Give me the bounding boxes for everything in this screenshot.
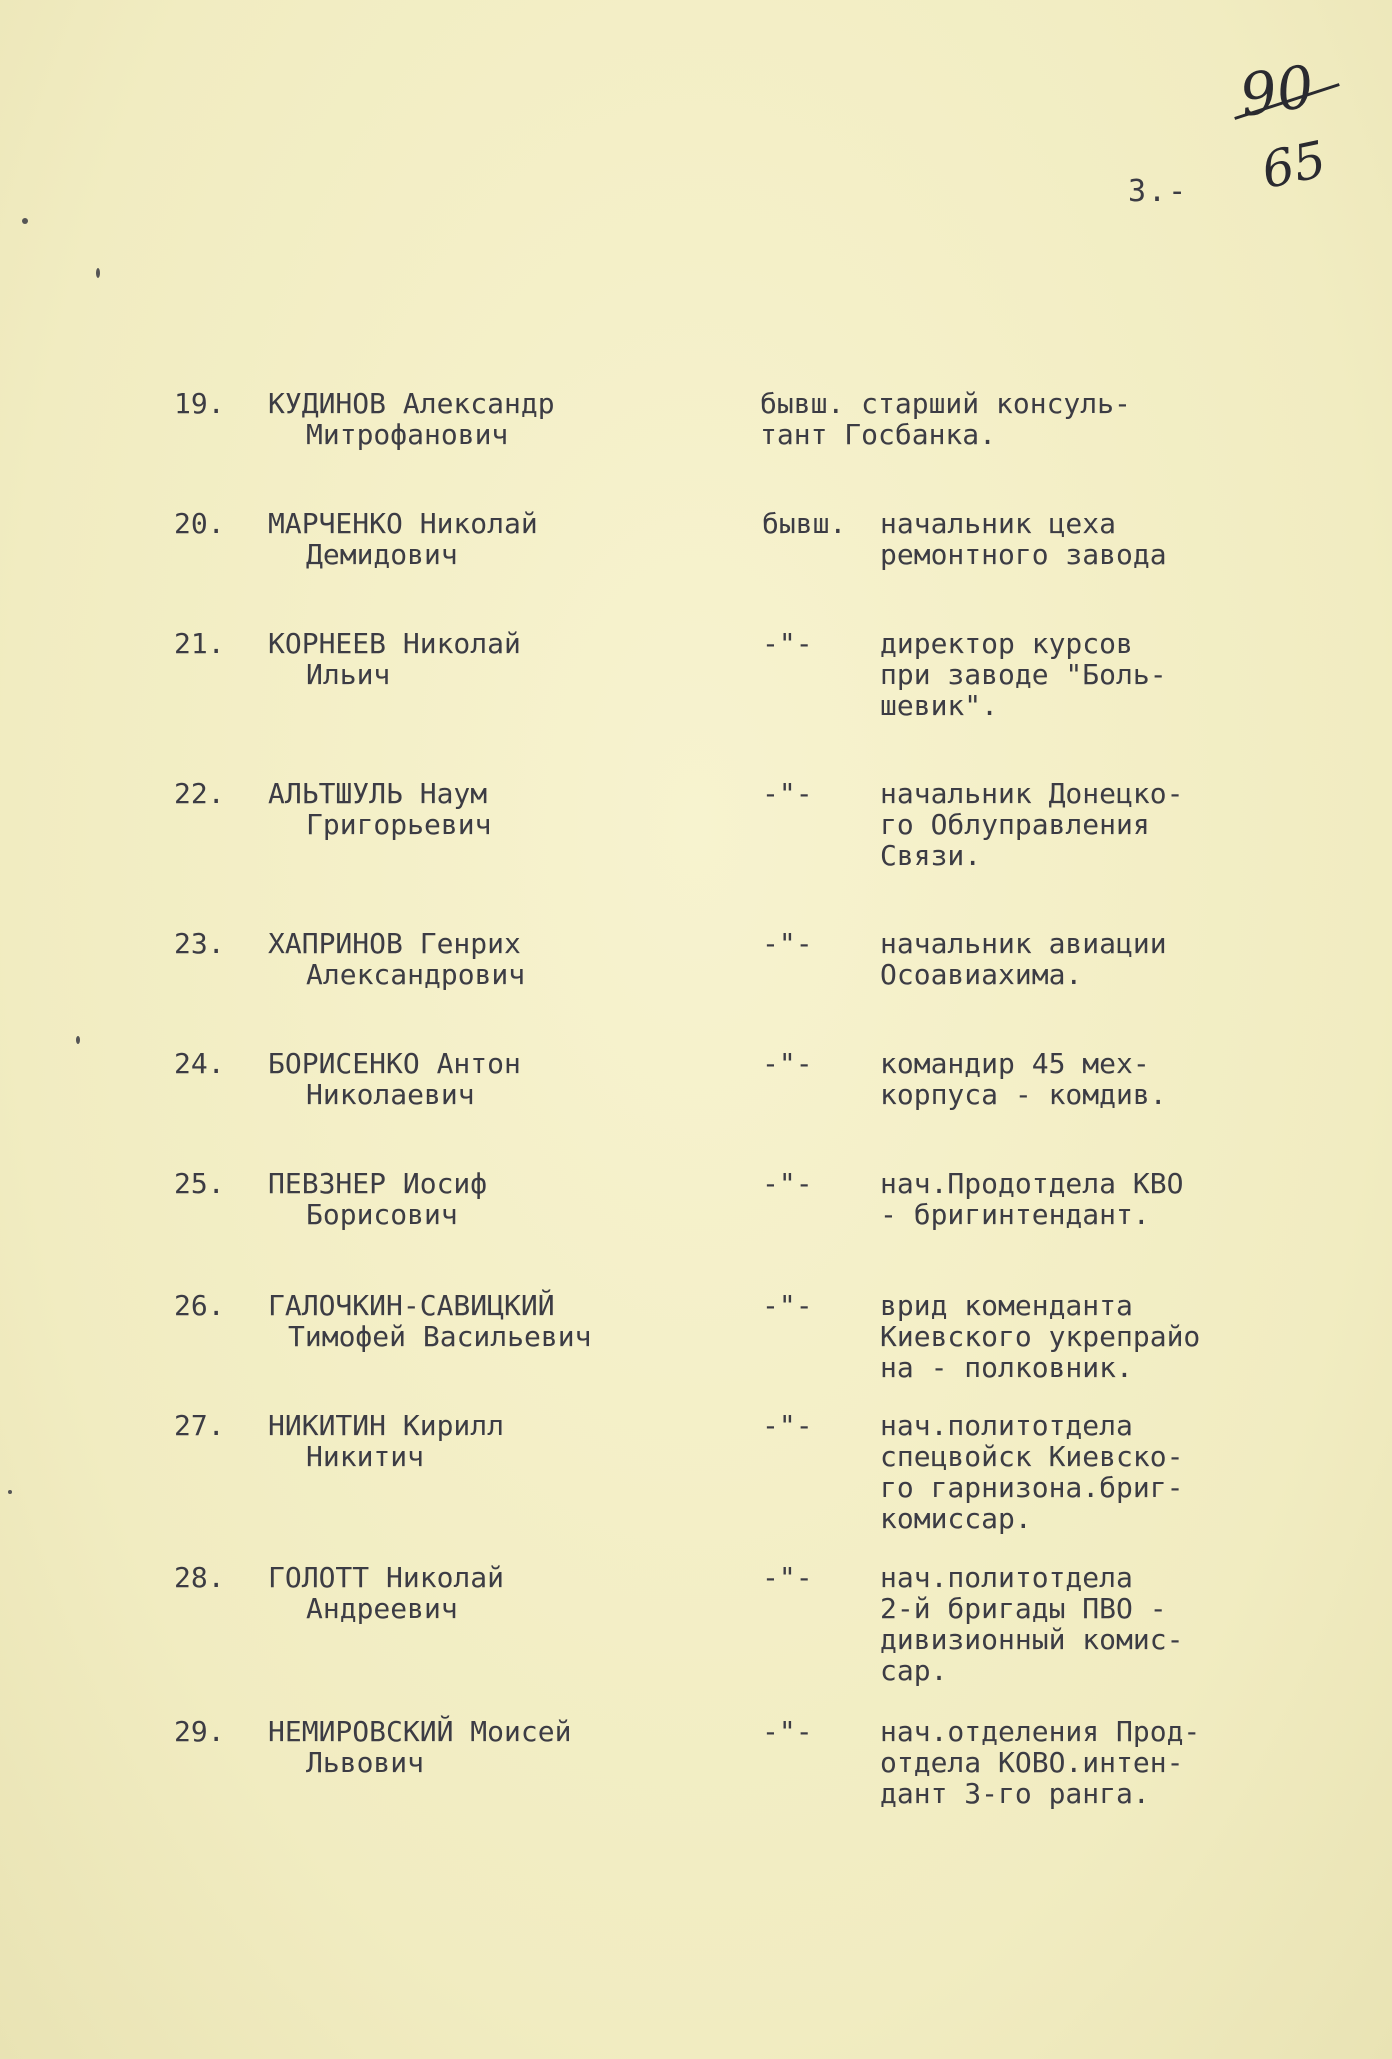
entry-patronymic: Никитич bbox=[306, 1440, 425, 1473]
typed-page-number: 3.- bbox=[1128, 174, 1189, 209]
entry-ditto-mark: -"- bbox=[762, 1561, 813, 1594]
entry-ditto-mark: -"- bbox=[762, 1167, 813, 1200]
paper-speck bbox=[96, 268, 100, 278]
entry-number: 26. bbox=[174, 1289, 225, 1322]
entry-ditto-mark: -"- bbox=[762, 777, 813, 810]
entry-ditto-mark: -"- bbox=[762, 1715, 813, 1748]
entry-name: ПЕВЗНЕР Иосиф bbox=[268, 1167, 488, 1200]
paper-speck bbox=[8, 1490, 12, 1494]
entry-ditto-mark: бывш. bbox=[762, 507, 847, 540]
entry-description: нач.политотдела 2-й бригады ПВО - дивизионный комис- сар. bbox=[880, 1561, 1184, 1687]
entry-ditto-mark: -"- bbox=[762, 627, 813, 660]
entry-name: КОРНЕЕВ Николай bbox=[268, 627, 521, 660]
entry-name: КУДИНОВ Александр bbox=[268, 387, 555, 420]
entry-patronymic: Тимофей Васильевич bbox=[288, 1320, 592, 1353]
entry-number: 29. bbox=[174, 1715, 225, 1748]
paper-speck bbox=[76, 1036, 80, 1044]
entry-ditto-mark: -"- bbox=[762, 1047, 813, 1080]
entry-ditto-mark: -"- bbox=[762, 1409, 813, 1442]
entry-patronymic: Митрофанович bbox=[306, 418, 509, 451]
entry-patronymic: Николаевич bbox=[306, 1078, 475, 1111]
entry-description: бывш. старший консуль- тант Госбанка. bbox=[760, 387, 1131, 451]
entry-patronymic: Александрович bbox=[306, 958, 526, 991]
handwritten-page-number-bottom: 65 bbox=[1256, 130, 1331, 200]
entry-patronymic: Демидович bbox=[306, 538, 458, 571]
entry-description: начальник авиации Осоавиахима. bbox=[880, 927, 1167, 991]
entry-name: МАРЧЕНКО Николай bbox=[268, 507, 538, 540]
entry-patronymic: Ильич bbox=[306, 658, 391, 691]
entry-name: АЛЬТШУЛЬ Наум bbox=[268, 777, 488, 810]
entry-description: нач.политотдела спецвойск Киевско- го гарнизона.бриг- комиссар. bbox=[880, 1409, 1184, 1535]
entry-description: нач.отделения Прод- отдела КОВО.интен- дант 3-го ранга. bbox=[880, 1715, 1201, 1810]
entry-name: НЕМИРОВСКИЙ Моисей bbox=[268, 1715, 572, 1748]
entry-patronymic: Григорьевич bbox=[306, 808, 492, 841]
entry-number: 21. bbox=[174, 627, 225, 660]
entry-number: 25. bbox=[174, 1167, 225, 1200]
entry-patronymic: Борисович bbox=[306, 1198, 458, 1231]
entry-name: БОРИСЕНКО Антон bbox=[268, 1047, 521, 1080]
entry-name: ГАЛОЧКИН-САВИЦКИЙ bbox=[268, 1289, 555, 1322]
entry-ditto-mark: -"- bbox=[762, 927, 813, 960]
entry-description: врид коменданта Киевского укрепрайо на - полковник. bbox=[880, 1289, 1201, 1384]
entry-description: директор курсов при заводе "Боль- шевик". bbox=[880, 627, 1167, 722]
entry-number: 27. bbox=[174, 1409, 225, 1442]
entry-patronymic: Андреевич bbox=[306, 1592, 458, 1625]
paper-speck bbox=[22, 218, 28, 224]
entry-number: 20. bbox=[174, 507, 225, 540]
entry-number: 22. bbox=[174, 777, 225, 810]
entry-description: начальник цеха ремонтного завода bbox=[880, 507, 1167, 571]
entry-name: ХАПРИНОВ Генрих bbox=[268, 927, 521, 960]
entry-patronymic: Львович bbox=[306, 1746, 425, 1779]
entry-number: 28. bbox=[174, 1561, 225, 1594]
entry-name: НИКИТИН Кирилл bbox=[268, 1409, 505, 1442]
entry-number: 19. bbox=[174, 387, 225, 420]
entry-description: начальник Донецко- го Облуправления Связи. bbox=[880, 777, 1184, 872]
entry-description: нач.Продотдела КВО - бригинтендант. bbox=[880, 1167, 1184, 1231]
entry-number: 23. bbox=[174, 927, 225, 960]
entry-description: командир 45 мех- корпуса - комдив. bbox=[880, 1047, 1167, 1111]
entry-ditto-mark: -"- bbox=[762, 1289, 813, 1322]
entry-number: 24. bbox=[174, 1047, 225, 1080]
handwritten-page-number-top: 90 bbox=[1235, 52, 1319, 130]
entry-name: ГОЛОТТ Николай bbox=[268, 1561, 505, 1594]
